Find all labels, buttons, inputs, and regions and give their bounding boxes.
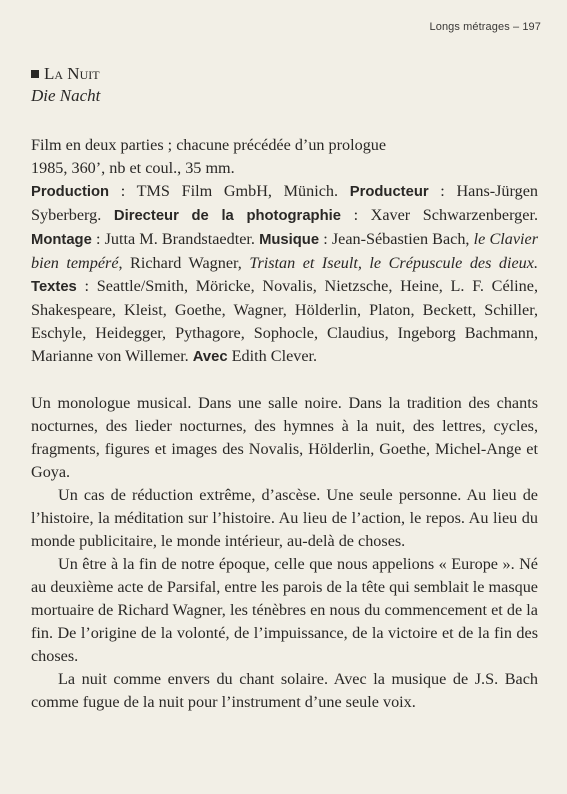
producer-value: : Hans-Jürgen Syberberg. (31, 182, 538, 224)
production-label: Production (31, 184, 110, 200)
synopsis-paragraph-1: Un monologue musical. Dans une salle noire. Dans la tradition des chants nocturnes, des lieder nocturnes, des hymnes à la nuit, des lettres, cycles, fragments, figures et images des Novalis, Hölderlin, Goethe, Michel-Ange et Goya. (31, 394, 538, 481)
music-work-a: le Clavier bien tempéré (31, 230, 538, 272)
music-value-b: , Richard Wagner, (118, 254, 250, 272)
running-head: Longs métrages – 197 (429, 21, 541, 33)
synopsis-paragraph-3: Un être à la fin de notre époque, celle que nous appelions « Europe ». Né au deuxième acte de Parsifal, entre les parois de la tête qui semblait le masque mortuaire de Richard Wagner, les ténèbres en nous du commencement et de la fin. De l’origine de la volonté, de l’impuissance, de la victoire et de la fin des choses. (31, 555, 538, 665)
credits-paragraph (31, 182, 538, 365)
texts-value: : Seattle/Smith, Möricke, Novalis, Nietzsche, Heine, L. F. Céline, Shakespeare, Kleist, Goethe, Wagner, Hölderlin, Platon, Beckett, Schiller, Eschyle, Heidegger, Pythagore, Sophocle, Claudius, Ingeborg Bachmann, Marianne von Willemer. (31, 277, 538, 365)
music-label: Musique (259, 232, 320, 248)
synopsis (31, 392, 538, 714)
editing-value: : Jutta M. Brandstaedter. (91, 230, 260, 248)
texts-label: Textes (31, 279, 77, 295)
entry-title: La Nuit (44, 64, 100, 83)
dop-value: : Xaver Schwarzenberger. (340, 206, 538, 224)
producer-label: Producteur (349, 184, 429, 200)
synopsis-paragraph-4: La nuit comme envers du chant solaire. Avec la musique de J.S. Bach comme fugue de la nuit pour l’instrument d’une seule voix. (31, 670, 538, 711)
format-line-1: Film en deux parties ; chacune précédée d’un prologue (31, 136, 387, 154)
with-label: Avec (192, 349, 228, 365)
music-work-b: Tristan et Iseult, le Crépuscule des dieux. (249, 254, 538, 272)
format-line-2: 1985, 360’, nb et coul., 35 mm. (31, 159, 235, 177)
dop-label: Directeur de la photographie (113, 208, 341, 224)
synopsis-paragraph-2: Un cas de réduction extrême, d’ascèse. Une seule personne. Au lieu de l’histoire, la méditation sur l’histoire. Au lieu de l’action, le repos. Au lieu du monde publicitaire, le monde intérieur, au-delà de choses. (31, 486, 538, 550)
with-value: Edith Clever. (227, 347, 318, 365)
square-bullet-icon (31, 70, 39, 78)
original-title: Die Nacht (31, 86, 101, 105)
production-value: : TMS Film GmbH, Münich. (109, 182, 350, 200)
music-value-a: : Jean-Sébastien Bach, (319, 230, 474, 248)
credits-block (31, 134, 538, 369)
entry-title-row (31, 63, 538, 85)
film-entry (31, 63, 538, 714)
editing-label: Montage (31, 232, 92, 248)
